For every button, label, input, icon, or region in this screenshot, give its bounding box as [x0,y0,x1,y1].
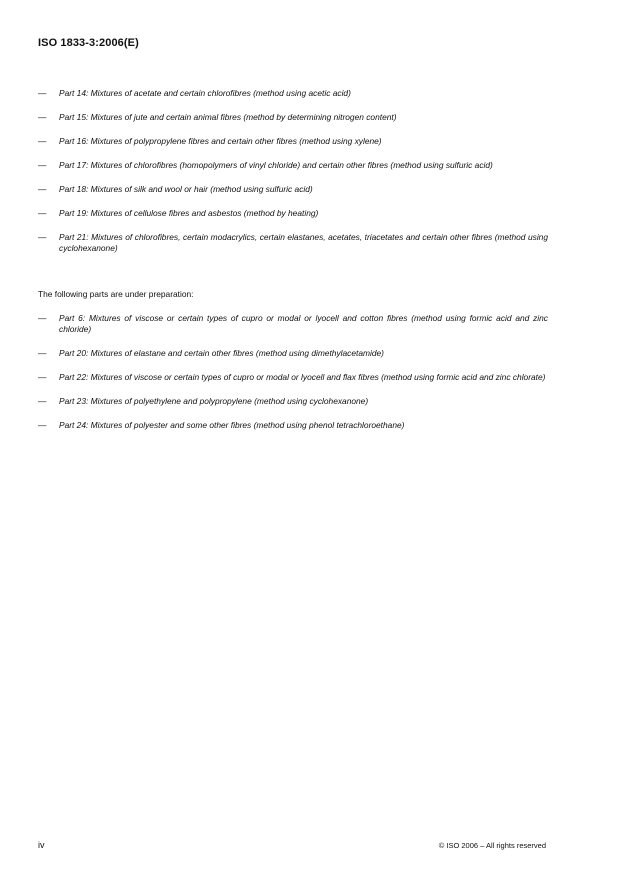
list-item-text: Part 20: Mixtures of elastane and certain other fibres (method using dimethylacetamide) [59,348,384,358]
list-item [38,160,548,171]
list-item-text: Part 24: Mixtures of polyester and some other fibres (method using phenol tetrachloroethane) [59,420,405,430]
list-item-text: Part 16: Mixtures of polypropylene fibres and certain other fibres (method using xylene) [59,136,382,146]
list-item [38,420,548,431]
dash: — [38,420,47,430]
list-item [38,112,548,123]
dash: — [38,112,47,122]
parts-list [38,88,548,267]
dash: — [38,88,47,98]
list-item [38,313,548,335]
list-item [38,372,548,383]
intro-paragraph: The following parts are under preparation: [38,289,194,299]
dash: — [38,396,47,406]
list-item [38,88,548,99]
list-item-text: Part 6: Mixtures of viscose or certain types of cupro or modal or lyocell and cotton fibres (method using formic acid and zinc chloride) [59,313,548,334]
preparation-list [38,313,548,444]
list-item [38,348,548,359]
list-item-text: Part 21: Mixtures of chlorofibres, certain modacrylics, certain elastanes, acetates, triacetates and certain other fibres (method using cyclohexanone) [59,232,548,253]
dash: — [38,160,47,170]
dash: — [38,372,47,382]
list-item-text: Part 18: Mixtures of silk and wool or hair (method using sulfuric acid) [59,184,313,194]
document-header: ISO 1833-3:2006(E) [38,37,139,49]
dash: — [38,232,47,242]
dash: — [38,184,47,194]
list-item [38,136,548,147]
list-item-text: Part 23: Mixtures of polyethylene and polypropylene (method using cyclohexanone) [59,396,369,406]
dash: — [38,136,47,146]
dash: — [38,208,47,218]
list-item [38,232,548,254]
list-item-text: Part 14: Mixtures of acetate and certain chlorofibres (method using acetic acid) [59,88,351,98]
dash: — [38,313,47,323]
list-item-text: Part 17: Mixtures of chlorofibres (homopolymers of vinyl chloride) and certain other fibres (method using sulfuric acid) [59,160,493,170]
page-number: iv [38,840,45,850]
list-item [38,396,548,407]
list-item [38,208,548,219]
list-item-text: Part 19: Mixtures of cellulose fibres and asbestos (method by heating) [59,208,319,218]
list-item [38,184,548,195]
copyright-notice: © ISO 2006 – All rights reserved [438,841,546,850]
list-item-text: Part 22: Mixtures of viscose or certain types of cupro or modal or lyocell and flax fibres (method using formic acid and zinc chlorate) [59,372,546,382]
dash: — [38,348,47,358]
list-item-text: Part 15: Mixtures of jute and certain animal fibres (method by determining nitrogen content) [59,112,397,122]
